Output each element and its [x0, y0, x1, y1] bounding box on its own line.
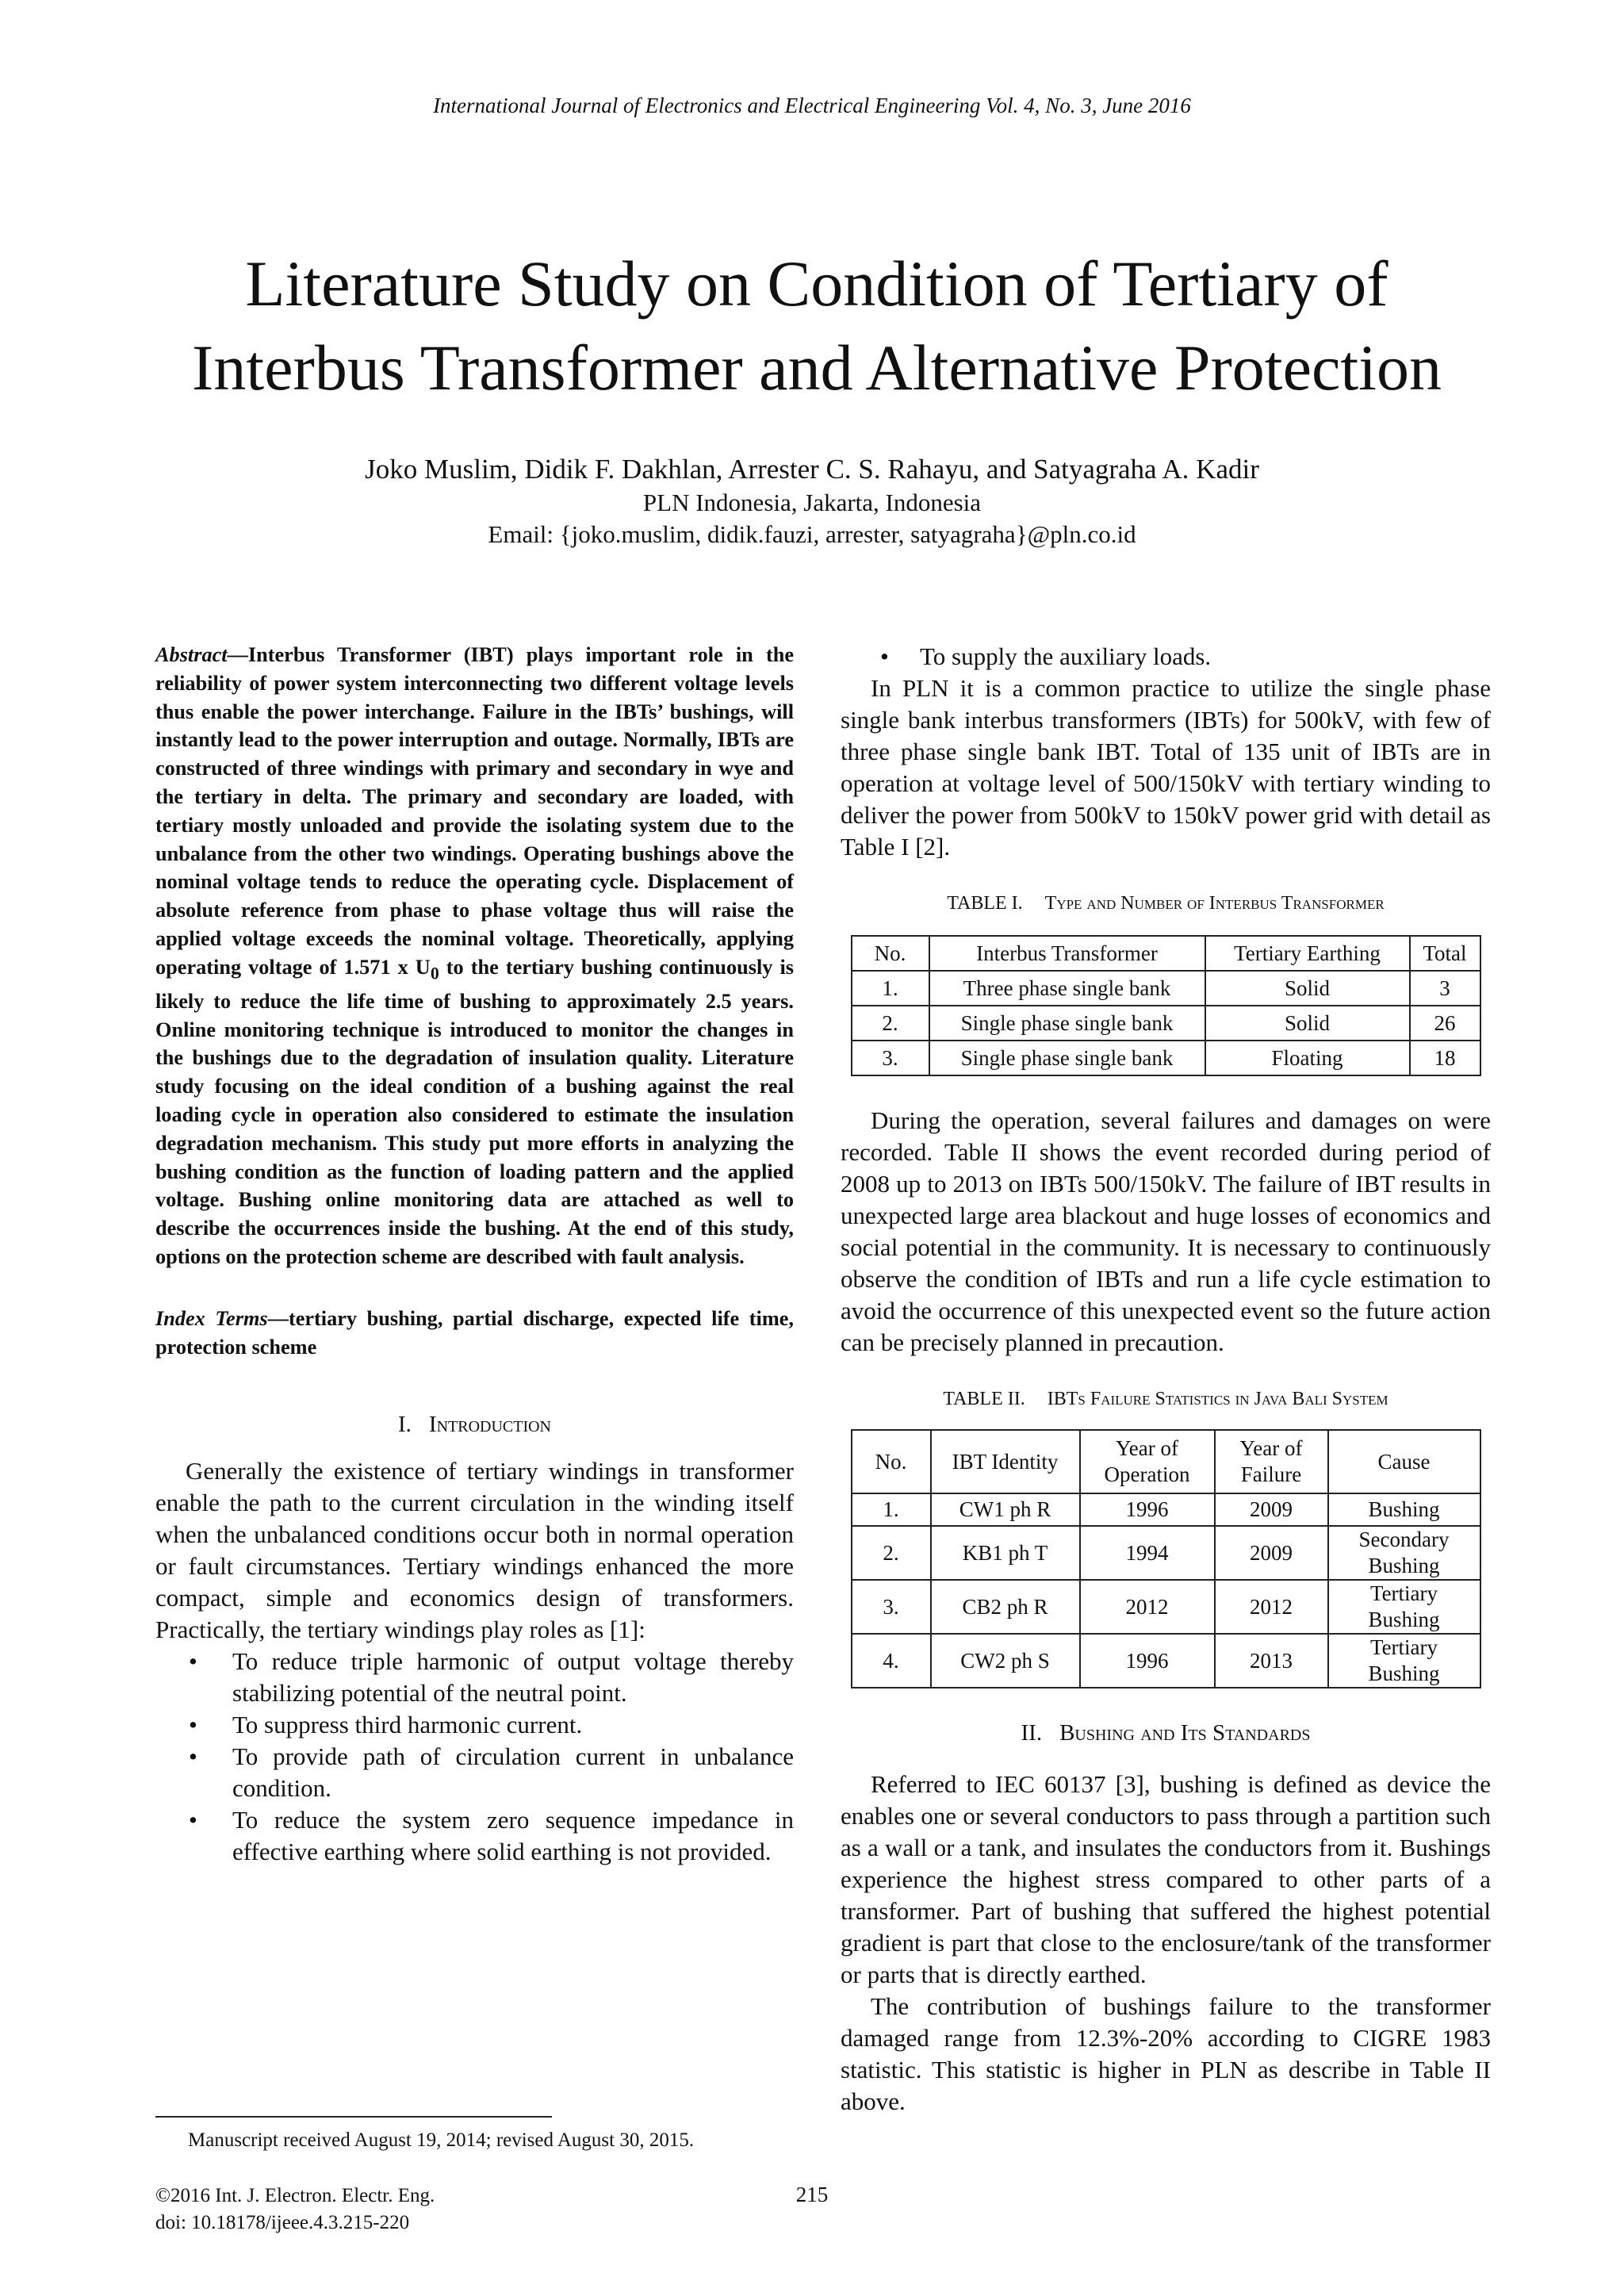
- table-header-cell: Year of Failure: [1215, 1430, 1328, 1493]
- table-row: [852, 1006, 1480, 1041]
- index-terms-text: —tertiary bushing, partial discharge, expected life time, protection scheme: [155, 1306, 794, 1359]
- ibt-usage-paragraph: In PLN it is a common practice to utilize the single phase single bank interbus transformers (IBTs) for 500kV, with few of three phase single bank IBT. Total of 135 unit of IBTs are in operation at voltage level of 500/150kV with tertiary winding to deliver the power from 500kV to 150kV power grid with detail as Table I [2].: [841, 674, 1491, 861]
- table-row: [852, 1634, 1480, 1688]
- table-cell: Solid: [1205, 1006, 1410, 1041]
- table-cell: Bushing: [1328, 1493, 1480, 1526]
- table-cell: 3: [1410, 971, 1480, 1006]
- table-row: [852, 1493, 1480, 1526]
- table1-caption: [841, 893, 1491, 914]
- table-cell: 18: [1410, 1041, 1480, 1075]
- abstract-text-1: —Interbus Transformer (IBT) plays important role in the reliability of power system interconnecting two different voltage levels thus enable the power interchange. Failure in the IBTs’ bushings, will instantly lead to the power interruption and outage. Normally, IBTs are constructed of three windings with primary and secondary in wye and the tertiary in delta. The primary and secondary are loaded, with tertiary mostly unloaded and provide the isolating system due to the unbalance from the other two windings. Operating bushings above the nominal voltage tends to reduce the operating cycle. Displacement of absolute reference from phase to phase voltage thus will raise the applied voltage exceeds the nominal voltage. Theoretically, applying operating voltage of 1.571 x U: [155, 643, 794, 979]
- author-email: Email: {joko.muslim, didik.fauzi, arrester, satyagraha}@pln.co.id: [488, 520, 1136, 548]
- manuscript-footnote: Manuscript received August 19, 2014; revised August 30, 2015.: [188, 2129, 695, 2151]
- list-item: [155, 1709, 794, 1741]
- table-header-cell: Year of Operation: [1080, 1430, 1215, 1493]
- affiliation: PLN Indonesia, Jakarta, Indonesia: [642, 489, 982, 516]
- bushing-definition-paragraph: Referred to IEC 60137 [3], bushing is defined as device the enables one or several conductors to pass through a partition such as a wall or a tank, and insulates the conductors from it. Bushings experience the highest stress compared to other parts of a transformer. Part of bushing that suffered the highest potential gradient is part that close to the enclosure/tank of the transformer or parts that is directly earthed.: [841, 1770, 1491, 1988]
- table-cell: 4.: [852, 1634, 931, 1688]
- failures-paragraph: During the operation, several failures and damages on were recorded. Table II shows the event recorded during period of 2008 up to 2013 on IBTs 500/150kV. The failure of IBT results in unexpected large area blackout and huge losses of economics and social potential in the community. It is necessary to continuously observe the condition of IBTs and run a life cycle estimation to avoid the occurrence of this unexpected event so the future action can be precisely planned in precaution.: [841, 1106, 1491, 1356]
- abstract: [155, 641, 794, 1271]
- table-header-row: [852, 936, 1480, 971]
- table1-ibt-types: [851, 935, 1481, 1076]
- list-item-text: To reduce the system zero sequence impedance in effective earthing where solid earthing is not provided.: [232, 1806, 794, 1866]
- table-cell: Floating: [1205, 1041, 1410, 1075]
- table-header-cell: Tertiary Earthing: [1205, 936, 1410, 971]
- section-heading-introduction: [155, 1412, 794, 1438]
- table-header-cell: Total: [1410, 936, 1480, 971]
- abstract-label: Abstract: [155, 643, 228, 666]
- table-cell: 3.: [852, 1041, 929, 1075]
- table-row: [852, 1580, 1480, 1634]
- table-cell: Tertiary Bushing: [1328, 1580, 1480, 1634]
- list-item: [155, 1804, 794, 1868]
- list-item-text: To supply the auxiliary loads.: [920, 642, 1212, 670]
- page-number: 215: [795, 2183, 829, 2206]
- paper-title: [119, 242, 1515, 410]
- right-column: [841, 641, 1491, 2118]
- table-header-row: [852, 1430, 1480, 1493]
- section-number: I.: [397, 1412, 412, 1438]
- table-row: [852, 971, 1480, 1006]
- table-cell: 1.: [852, 1493, 931, 1526]
- table-cell: Secondary Bushing: [1328, 1526, 1480, 1580]
- left-column: [155, 641, 794, 1868]
- bullet-icon: •: [880, 642, 889, 670]
- list-item: [155, 1741, 794, 1804]
- bullet-icon: •: [189, 1647, 197, 1676]
- section-title: Introduction: [428, 1412, 551, 1438]
- title-line-1: Literature Study on Condition of Tertiary of: [245, 247, 1388, 320]
- list-item-text: To reduce triple harmonic of output voltage thereby stabilizing potential of the neutral point.: [232, 1647, 794, 1708]
- bushing-statistics-paragraph: The contribution of bushings failure to the transformer damaged range from 12.3%-20% according to CIGRE 1983 statistic. This statistic is higher in PLN as describe in Table II above.: [841, 1992, 1491, 2115]
- bullet-icon: •: [189, 1711, 197, 1739]
- table-cell: 2009: [1215, 1526, 1328, 1580]
- table-cell: Single phase single bank: [929, 1041, 1205, 1075]
- table-cell: 2012: [1080, 1580, 1215, 1634]
- table-header-cell: Interbus Transformer: [929, 936, 1205, 971]
- table1-label: TABLE I.: [947, 893, 1023, 914]
- table-cell: CB2 ph R: [931, 1580, 1080, 1634]
- doi-line: doi: 10.18178/ijeee.4.3.215-220: [155, 2212, 410, 2233]
- table-cell: Single phase single bank: [929, 1006, 1205, 1041]
- table-header-cell: IBT Identity: [931, 1430, 1080, 1493]
- footnote-divider: [155, 2116, 552, 2118]
- table-cell: 1996: [1080, 1634, 1215, 1688]
- abstract-text-2: to the tertiary bushing continuously is likely to reduce the life time of bushing to approximately 2.5 years. Online monitoring technique is introduced to monitor the changes in the bushings due to the degradation of insulation quality. Literature study focusing on the ideal condition of a bushing against the real loading cycle in operation also considered to estimate the insulation degradation mechanism. This study put more efforts in analyzing the bushing condition as the function of loading pattern and the applied voltage. Bushing online monitoring data are attached as well to describe the occurrences inside the bushing. At the end of this study, options on the protection scheme are described with fault analysis.: [155, 955, 794, 1268]
- bullet-icon: •: [189, 1806, 197, 1834]
- abstract-subscript: 0: [430, 963, 439, 983]
- tertiary-roles-list: [155, 1646, 794, 1868]
- table-row: [852, 1526, 1480, 1580]
- list-item: [841, 641, 1491, 673]
- table-cell: 2012: [1215, 1580, 1328, 1634]
- journal-header: International Journal of Electronics and Electrical Engineering Vol. 4, No. 3, June 2016: [433, 94, 1191, 117]
- table-cell: Three phase single bank: [929, 971, 1205, 1006]
- table-cell: 2013: [1215, 1634, 1328, 1688]
- table-cell: 1996: [1080, 1493, 1215, 1526]
- table-cell: 2.: [852, 1526, 931, 1580]
- table-cell: KB1 ph T: [931, 1526, 1080, 1580]
- table2-title: IBTs Failure Statistics in Java Bali System: [1047, 1389, 1388, 1409]
- table-cell: 26: [1410, 1006, 1480, 1041]
- table-cell: 2.: [852, 1006, 929, 1041]
- table-cell: 1994: [1080, 1526, 1215, 1580]
- table2-label: TABLE II.: [943, 1389, 1025, 1409]
- title-line-2: Interbus Transformer and Alternative Protection: [192, 332, 1442, 404]
- table-row: [852, 1041, 1480, 1075]
- list-item: [155, 1646, 794, 1709]
- table1-title: Type and Number of Interbus Transformer: [1044, 893, 1385, 914]
- tertiary-roles-list-continued: [841, 641, 1491, 673]
- intro-paragraph: Generally the existence of tertiary windings in transformer enable the path to the current circulation in the winding itself when the unbalanced conditions occur both in normal operation or fault circumstances. Tertiary windings enhanced the more compact, simple and economics design of transformers. Practically, the tertiary windings play roles as [1]:: [155, 1457, 794, 1644]
- table-cell: 3.: [852, 1580, 931, 1634]
- table2-failure-statistics: [851, 1429, 1481, 1688]
- bullet-icon: •: [189, 1742, 197, 1771]
- section-heading-bushing: [841, 1720, 1491, 1746]
- table-cell: 2009: [1215, 1493, 1328, 1526]
- table-cell: Solid: [1205, 971, 1410, 1006]
- table-cell: CW2 ph S: [931, 1634, 1080, 1688]
- table-cell: CW1 ph R: [931, 1493, 1080, 1526]
- section-number: II.: [1021, 1720, 1043, 1746]
- section-title: Bushing and Its Standards: [1059, 1720, 1311, 1746]
- table-header-cell: Cause: [1328, 1430, 1480, 1493]
- list-item-text: To provide path of circulation current in unbalance condition.: [232, 1742, 794, 1803]
- author-list: Joko Muslim, Didik F. Dakhlan, Arrester C. S. Rahayu, and Satyagraha A. Kadir: [365, 454, 1259, 485]
- list-item-text: To suppress third harmonic current.: [232, 1711, 583, 1739]
- index-terms-label: Index Terms: [155, 1306, 268, 1330]
- table-cell: Tertiary Bushing: [1328, 1634, 1480, 1688]
- table2-caption: [841, 1389, 1491, 1410]
- table-cell: 1.: [852, 971, 929, 1006]
- index-terms: [155, 1305, 794, 1362]
- table-header-cell: No.: [852, 936, 929, 971]
- copyright-line: ©2016 Int. J. Electron. Electr. Eng.: [155, 2185, 435, 2206]
- table-header-cell: No.: [852, 1430, 931, 1493]
